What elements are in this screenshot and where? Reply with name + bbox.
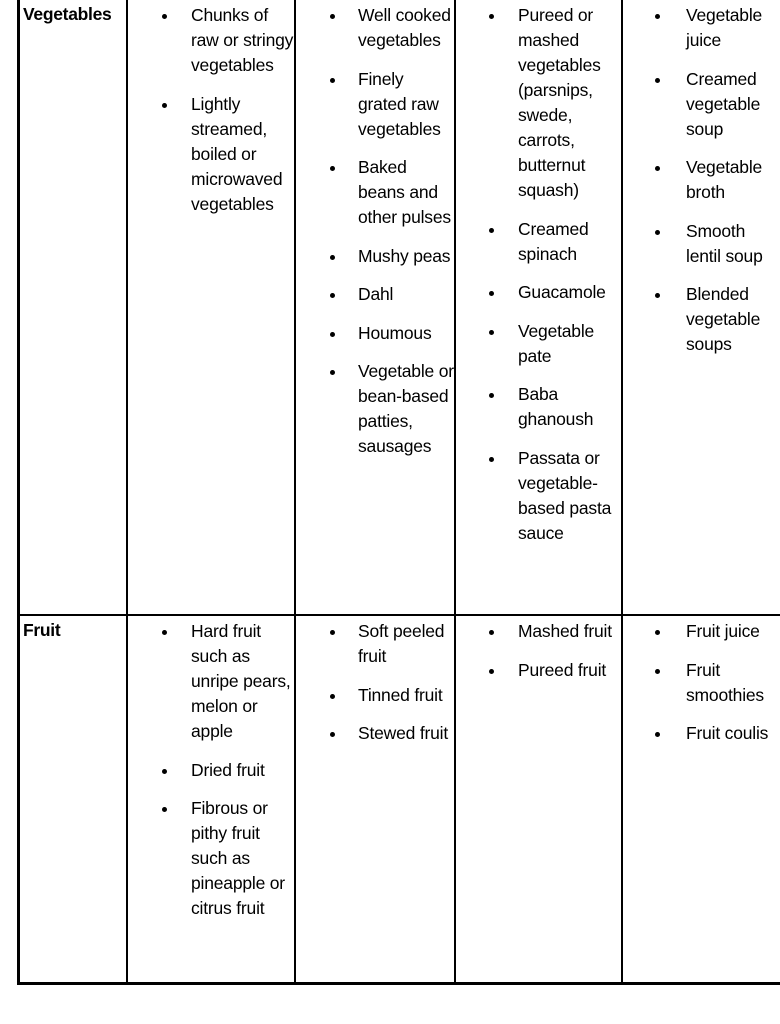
list-item — [456, 319, 621, 369]
list-item — [456, 658, 621, 683]
list-item-text: Chunks of raw or stringy vegetables — [191, 5, 294, 75]
list-item-text: Fruit coulis — [686, 723, 769, 743]
table-row-vegetables — [20, 0, 780, 614]
list-item — [296, 282, 454, 307]
bullet-icon — [162, 769, 167, 774]
row-header-cell — [20, 0, 126, 614]
list-item — [296, 67, 454, 142]
list-item — [296, 619, 454, 669]
bullet-icon — [489, 228, 494, 233]
list-item-text: Mushy peas — [358, 245, 451, 266]
bullet-icon — [162, 807, 167, 812]
bullet-icon — [162, 103, 167, 108]
list-item — [296, 155, 454, 230]
bullet-list — [623, 3, 780, 371]
list-item — [128, 3, 294, 78]
bullet-icon — [489, 457, 494, 462]
bullet-list — [128, 619, 294, 935]
list-item-text: Fruit juice — [686, 621, 760, 641]
bullet-icon — [655, 293, 660, 298]
list-item — [623, 721, 780, 746]
table-cell — [454, 0, 621, 614]
list-item-text: Vegetable pate — [518, 320, 595, 366]
bullet-list — [296, 619, 454, 760]
list-item — [456, 446, 621, 546]
bullet-icon — [330, 14, 335, 19]
list-item-text: Dahl — [358, 284, 394, 304]
list-item — [296, 321, 454, 346]
table-cell — [294, 616, 454, 982]
list-item-text: Creamed vegetable soup — [686, 68, 761, 139]
list-item — [128, 796, 294, 921]
bullet-icon — [655, 669, 660, 674]
list-item-text: Baba ghanoush — [518, 384, 594, 429]
list-item-text: Lightly streamed, boiled or microwaved vegetables — [191, 93, 283, 214]
list-item-text: Blended vegetable soups — [686, 284, 761, 354]
bullet-list — [456, 619, 621, 696]
list-item-text: Well cooked vegetables — [358, 5, 451, 50]
bullet-icon — [655, 166, 660, 171]
list-item — [623, 67, 780, 142]
bullet-icon — [655, 14, 660, 19]
food-texture-table — [17, 0, 780, 985]
table-cell — [126, 616, 294, 982]
list-item-text: Passata or vegetable-based pasta sauce — [518, 447, 612, 543]
list-item — [456, 619, 621, 644]
table-cell — [454, 616, 621, 982]
list-item — [128, 619, 294, 744]
list-item-text: Soft peeled fruit — [358, 621, 445, 666]
list-item-text: Tinned fruit — [358, 684, 443, 705]
bullet-icon — [162, 630, 167, 635]
list-item-text: Hard fruit such as unripe pears, melon or apple — [191, 621, 291, 741]
list-item — [456, 280, 621, 305]
list-item-text: Baked beans and other pulses — [358, 157, 451, 227]
row-header-cell — [20, 616, 126, 982]
list-item — [623, 3, 780, 53]
list-item — [296, 683, 454, 708]
list-item-text: Pureed fruit — [518, 659, 607, 680]
bullet-icon — [330, 694, 335, 699]
row-header-vegetables: Vegetables — [23, 4, 112, 24]
list-item — [623, 282, 780, 357]
bullet-list — [456, 3, 621, 559]
list-item — [623, 619, 780, 644]
table-cell — [621, 616, 780, 982]
bullet-icon — [330, 166, 335, 171]
table-cell — [126, 0, 294, 614]
list-item — [128, 758, 294, 783]
row-header-fruit: Fruit — [23, 620, 61, 640]
bullet-icon — [330, 78, 335, 83]
bullet-icon — [655, 630, 660, 635]
list-item — [128, 92, 294, 217]
list-item — [456, 217, 621, 267]
list-item-text: Pureed or mashed vegetables (parsnips, swede, carrots, butternut squash) — [518, 5, 601, 200]
list-item — [623, 155, 780, 205]
list-item — [623, 658, 780, 708]
list-item — [456, 382, 621, 432]
bullet-icon — [330, 370, 335, 375]
bullet-icon — [655, 230, 660, 235]
list-item-text: Mashed fruit — [518, 621, 612, 641]
bullet-icon — [330, 732, 335, 737]
bullet-icon — [330, 255, 335, 260]
bullet-list — [296, 3, 454, 473]
bullet-icon — [330, 630, 335, 635]
list-item-text: Fibrous or pithy fruit such as pineapple or citrus fruit — [191, 798, 285, 918]
list-item-text: Stewed fruit — [358, 723, 449, 743]
table-cell — [294, 0, 454, 614]
bullet-icon — [162, 14, 167, 19]
list-item-text: Vegetable broth — [686, 157, 763, 202]
bullet-icon — [489, 330, 494, 335]
list-item-text: Houmous — [358, 322, 432, 343]
list-item-text: Vegetable or bean-based patties, sausages — [358, 361, 454, 456]
bullet-icon — [330, 293, 335, 298]
table-row-fruit — [20, 614, 780, 982]
list-item-text: Guacamole — [518, 282, 606, 302]
bullet-icon — [489, 630, 494, 635]
list-item — [296, 244, 454, 269]
bullet-list — [623, 619, 780, 760]
list-item — [296, 359, 454, 459]
list-item-text: Dried fruit — [191, 759, 265, 780]
table-cell — [621, 0, 780, 614]
list-item — [456, 3, 621, 203]
list-item-text: Finely grated raw vegetables — [358, 68, 441, 139]
bullet-icon — [330, 332, 335, 337]
list-item-text: Vegetable juice — [686, 5, 763, 50]
list-item-text: Smooth lentil soup — [686, 220, 763, 266]
bullet-list — [128, 3, 294, 230]
bullet-icon — [489, 393, 494, 398]
list-item-text: Fruit smoothies — [686, 659, 764, 705]
list-item — [623, 219, 780, 269]
list-item — [296, 3, 454, 53]
list-item-text: Creamed spinach — [518, 218, 589, 264]
bullet-icon — [655, 78, 660, 83]
bullet-icon — [655, 732, 660, 737]
list-item — [296, 721, 454, 746]
bullet-icon — [489, 669, 494, 674]
bullet-icon — [489, 291, 494, 296]
bullet-icon — [489, 14, 494, 19]
